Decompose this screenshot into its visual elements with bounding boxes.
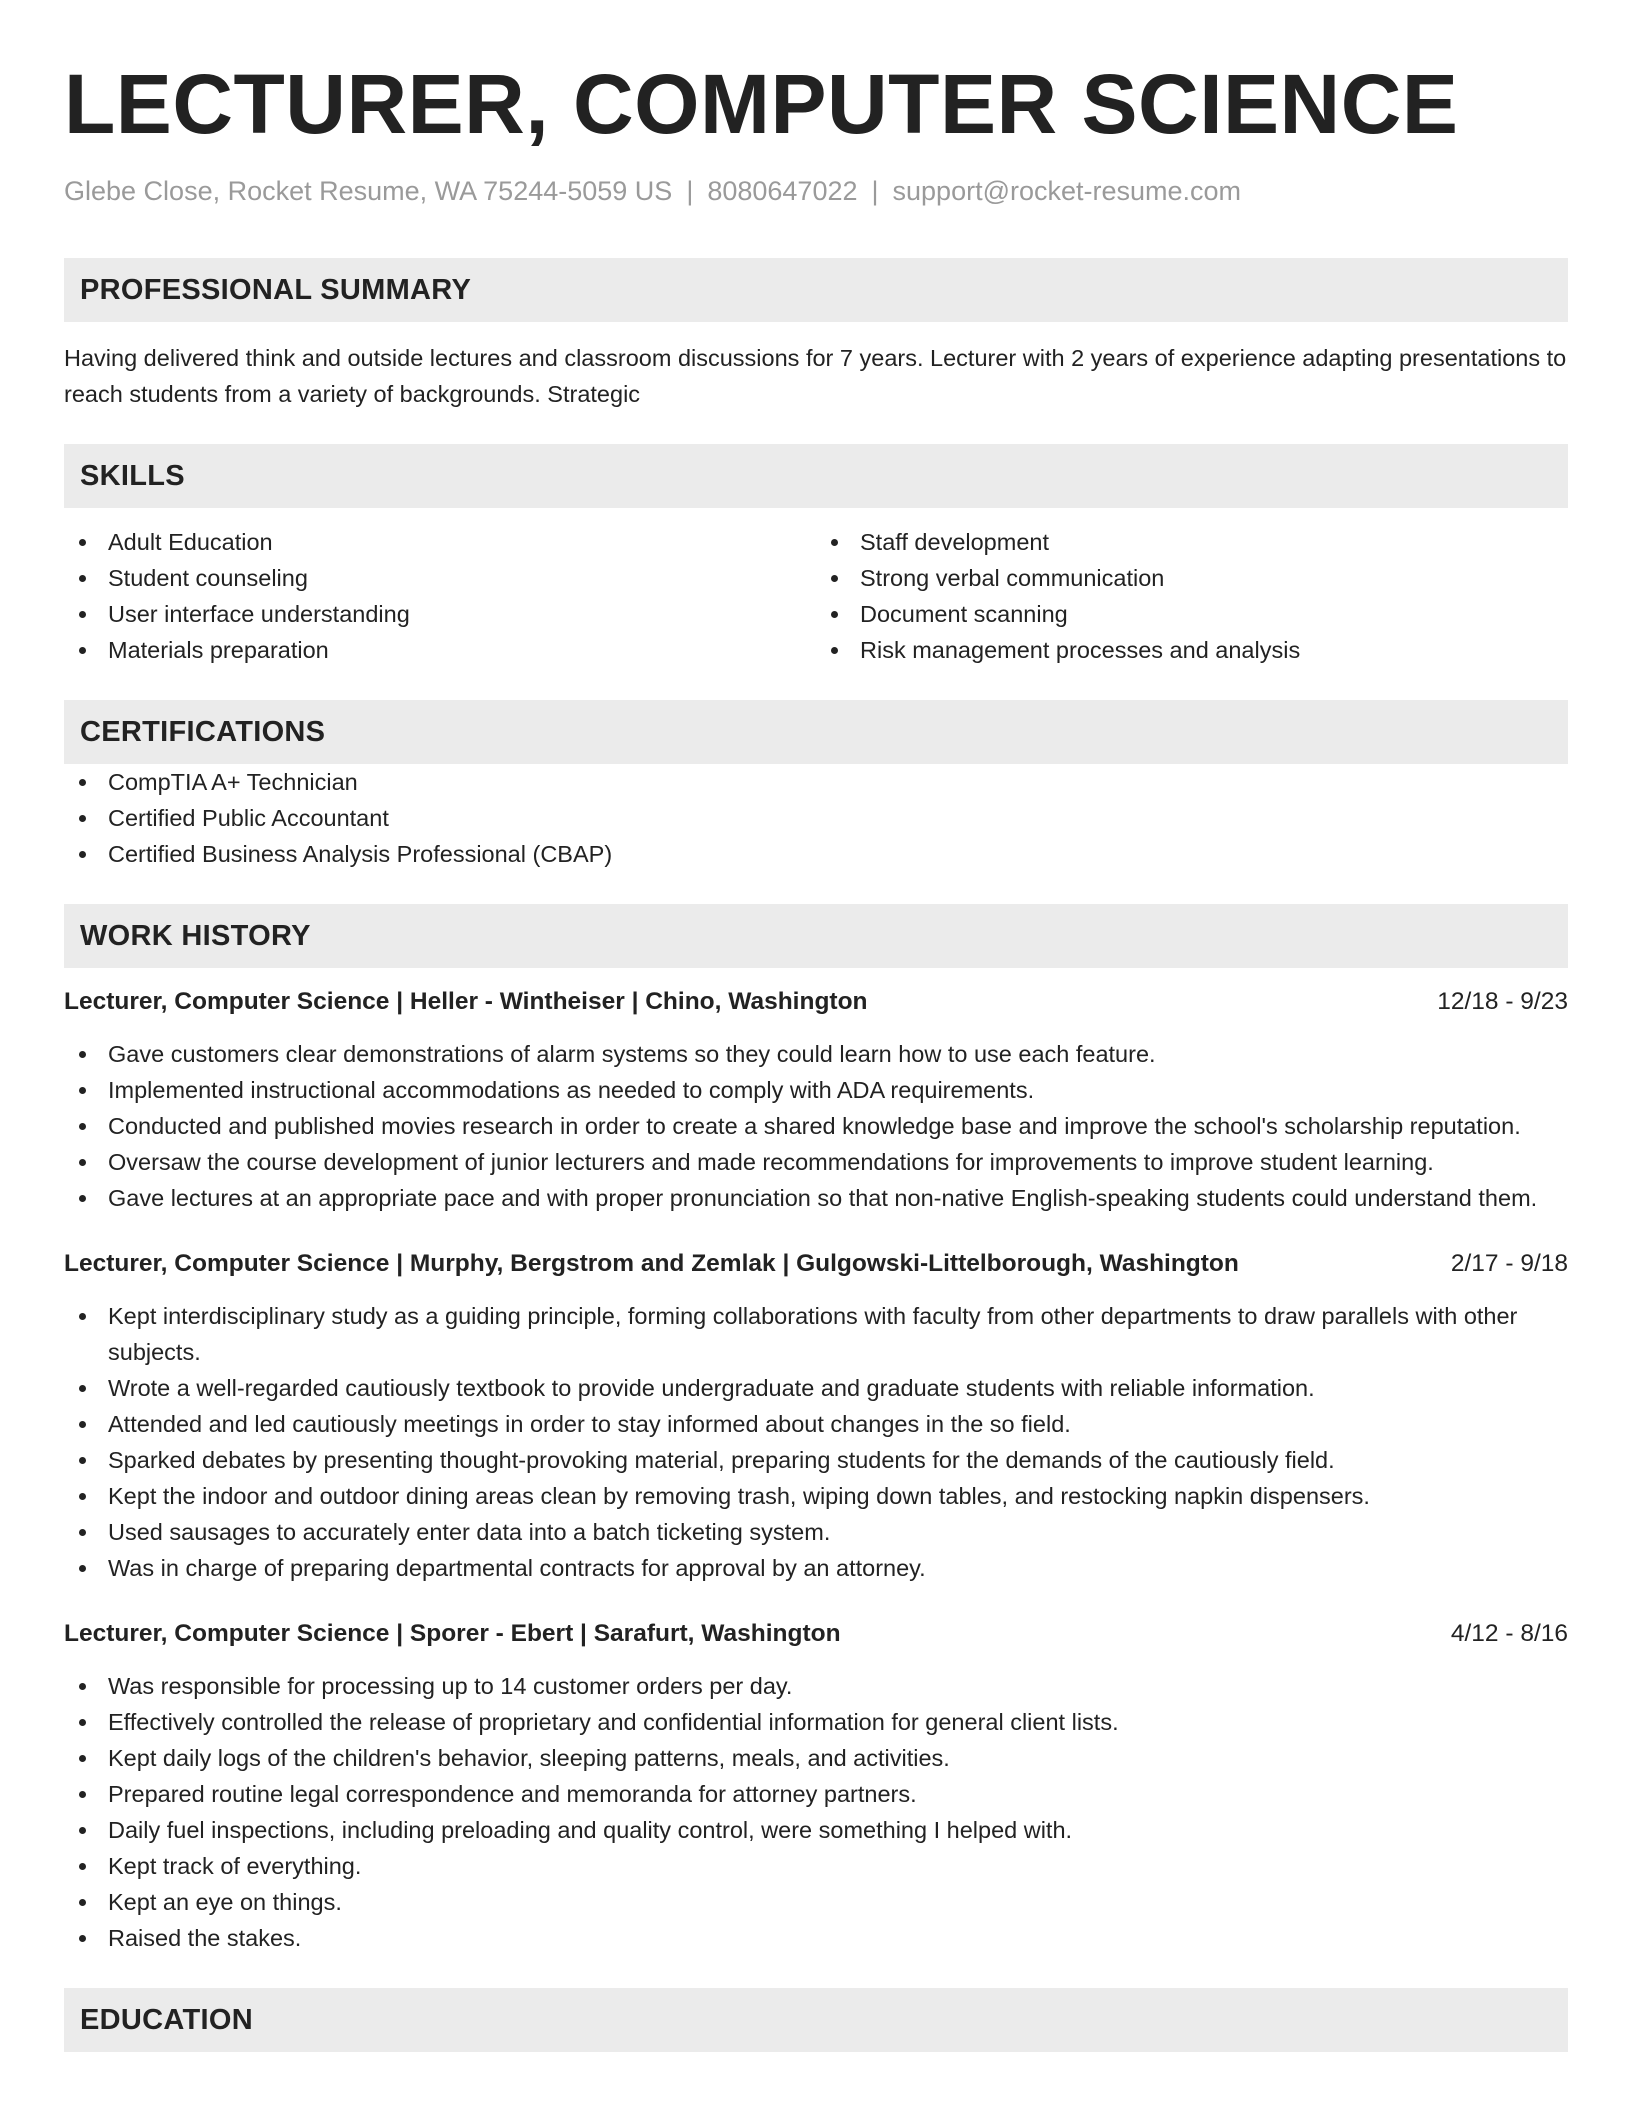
job-title: Lecturer, Computer Science | Murphy, Bergstrom and Zemlak | Gulgowski-Littelborough, Washington xyxy=(64,1250,1239,1277)
resume-name: LECTURER, COMPUTER SCIENCE xyxy=(64,57,1459,151)
job-bullet: Kept track of everything. xyxy=(64,1848,1568,1884)
section-heading-work-history: WORK HISTORY xyxy=(64,904,1568,968)
certification-item: Certified Business Analysis Professional (CBAP) xyxy=(64,836,1568,872)
summary-text: Having delivered think and outside lectures and classroom discussions for 7 years. Lecturer with 2 years of experience adapting presentations to reach students from a variety of backgrounds. Strategic xyxy=(64,345,1567,407)
contact-separator: | xyxy=(686,176,694,206)
job-bullet: Daily fuel inspections, including preloading and quality control, were something I helped with. xyxy=(64,1812,1568,1848)
job-bullet: Was in charge of preparing departmental contracts for approval by an attorney. xyxy=(64,1550,1568,1586)
job-bullet: Gave customers clear demonstrations of alarm systems so they could learn how to use each feature. xyxy=(64,1036,1568,1072)
skill-item: Student counseling xyxy=(64,560,816,596)
job-bullet: Wrote a well-regarded cautiously textbook to provide undergraduate and graduate students with reliable information. xyxy=(64,1370,1568,1406)
job-bullet: Attended and led cautiously meetings in order to stay informed about changes in the so field. xyxy=(64,1406,1568,1442)
job-bullet: Kept an eye on things. xyxy=(64,1884,1568,1920)
skill-item: Document scanning xyxy=(816,596,1568,632)
section-heading-summary: PROFESSIONAL SUMMARY xyxy=(64,258,1568,322)
job-header xyxy=(64,984,1568,1020)
certification-item: CompTIA A+ Technician xyxy=(64,764,1568,800)
job-title: Lecturer, Computer Science | Heller - Wintheiser | Chino, Washington xyxy=(64,988,868,1015)
job-bullet: Gave lectures at an appropriate pace and with proper pronunciation so that non-native English-speaking students could understand them. xyxy=(64,1180,1568,1216)
job-dates: 4/12 - 8/16 xyxy=(1450,1620,1568,1647)
contact-email: support@rocket-resume.com xyxy=(892,176,1242,206)
skill-item: Adult Education xyxy=(64,524,816,560)
job-bullet: Oversaw the course development of junior lecturers and made recommendations for improvements to improve student learning. xyxy=(64,1144,1568,1180)
job-bullet: Was responsible for processing up to 14 customer orders per day. xyxy=(64,1668,1568,1704)
skill-item: Staff development xyxy=(816,524,1568,560)
job-bullets xyxy=(64,1036,1568,1216)
job-bullet: Used sausages to accurately enter data into a batch ticketing system. xyxy=(64,1514,1568,1550)
job-bullet: Conducted and published movies research in order to create a shared knowledge base and improve the school's scholarship reputation. xyxy=(64,1108,1568,1144)
job-bullet: Kept daily logs of the children's behavior, sleeping patterns, meals, and activities. xyxy=(64,1740,1568,1776)
skills-column-left xyxy=(64,524,816,668)
skill-item: Strong verbal communication xyxy=(816,560,1568,596)
job-dates: 12/18 - 9/23 xyxy=(1437,988,1568,1015)
contact-separator: | xyxy=(871,176,879,206)
job-bullet: Raised the stakes. xyxy=(64,1920,1568,1956)
job-entry xyxy=(64,1616,1568,1956)
job-bullet: Kept the indoor and outdoor dining areas clean by removing trash, wiping down tables, and restocking napkin dispensers. xyxy=(64,1478,1568,1514)
section-heading-certifications: CERTIFICATIONS xyxy=(64,700,1568,764)
contact-phone: 8080647022 xyxy=(707,176,858,206)
skills-column-right xyxy=(816,524,1568,668)
job-entry xyxy=(64,1246,1568,1586)
certification-item: Certified Public Accountant xyxy=(64,800,1568,836)
job-header xyxy=(64,1616,1568,1652)
certifications-list xyxy=(64,764,1568,872)
contact-address: Glebe Close, Rocket Resume, WA 75244-5059 US xyxy=(64,176,673,206)
job-bullet: Effectively controlled the release of proprietary and confidential information for general client lists. xyxy=(64,1704,1568,1740)
job-bullets xyxy=(64,1298,1568,1586)
section-heading-education: EDUCATION xyxy=(64,1988,1568,2052)
job-bullet: Sparked debates by presenting thought-provoking material, preparing students for the demands of the cautiously field. xyxy=(64,1442,1568,1478)
skill-item: Materials preparation xyxy=(64,632,816,668)
skill-item: Risk management processes and analysis xyxy=(816,632,1568,668)
job-title: Lecturer, Computer Science | Sporer - Ebert | Sarafurt, Washington xyxy=(64,1620,841,1647)
skills-grid xyxy=(64,524,1568,668)
job-entry xyxy=(64,984,1568,1216)
section-heading-skills: SKILLS xyxy=(64,444,1568,508)
job-bullets xyxy=(64,1668,1568,1956)
skill-item: User interface understanding xyxy=(64,596,816,632)
contact-line xyxy=(64,174,1568,208)
job-dates: 2/17 - 9/18 xyxy=(1450,1250,1568,1277)
job-bullet: Implemented instructional accommodations as needed to comply with ADA requirements. xyxy=(64,1072,1568,1108)
job-header xyxy=(64,1246,1568,1282)
job-bullet: Kept interdisciplinary study as a guiding principle, forming collaborations with faculty from other departments to draw parallels with other subjects. xyxy=(64,1298,1568,1370)
job-bullet: Prepared routine legal correspondence and memoranda for attorney partners. xyxy=(64,1776,1568,1812)
